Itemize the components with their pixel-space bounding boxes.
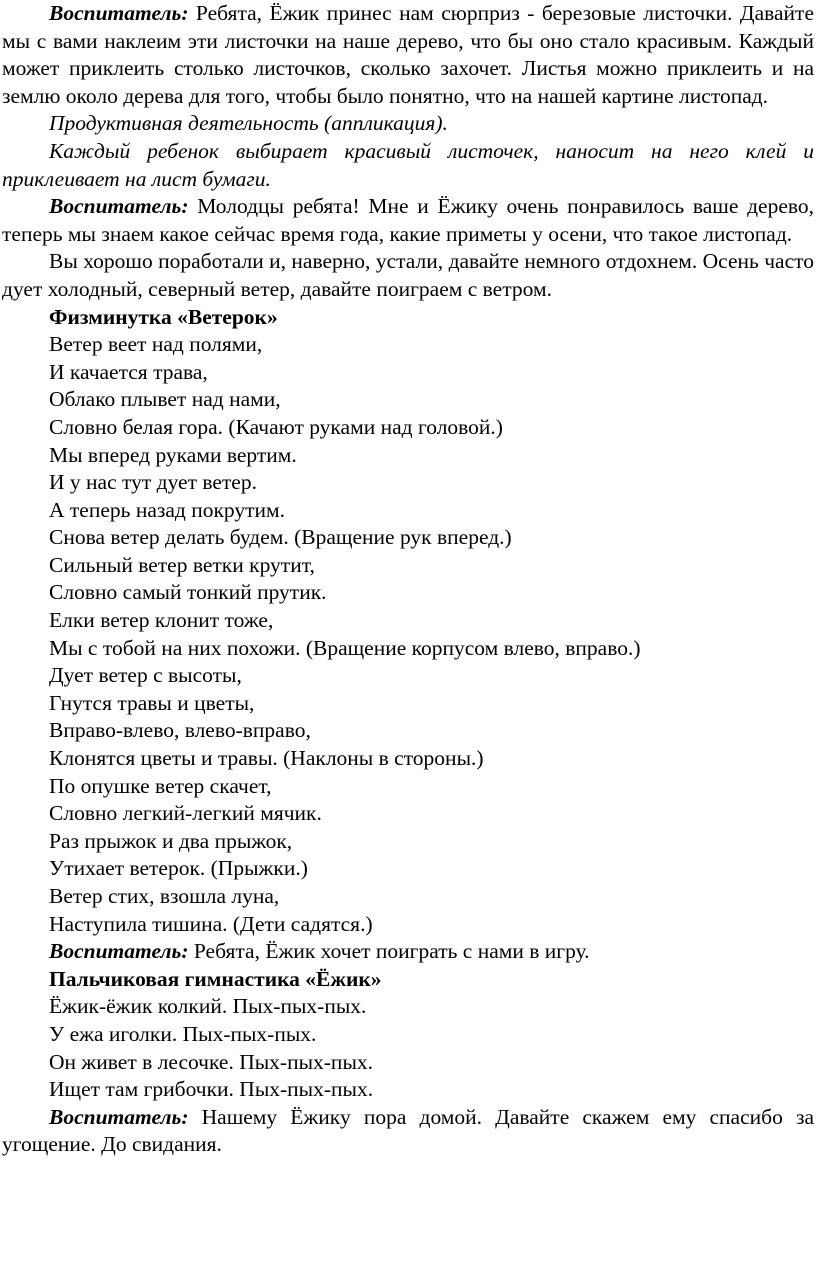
rhyme-line: Ёжик-ёжик колкий. Пых-пых-пых. bbox=[49, 994, 367, 1019]
poem-line: Словно легкий-легкий мячик. bbox=[49, 801, 322, 826]
paragraph-rest: Вы хорошо поработали и, наверно, устали, давайте немного отдохнем. Осень часто дует холодный, северный ветер, давайте поиграем с ветром. bbox=[2, 249, 814, 301]
paragraph-text: Ребята, Ёжик принес нам сюрприз - березовые листочки. Давайте мы с вами наклеим эти листочки на наше дерево, что бы оно стало красивым. Каждый может приклеить столько листочков, сколько захочет. Листья можно приклеить и на землю около дерева для того, чтобы было понятно, что на нашей картине листопад. bbox=[2, 1, 814, 108]
rhyme-line: Ищет там грибочки. Пых-пых-пых. bbox=[49, 1077, 374, 1102]
rhyme-line: Он живет в лесочке. Пых-пых-пых. bbox=[49, 1049, 374, 1074]
finger-gymnastics-title: Пальчиковая гимнастика «Ёжик» bbox=[49, 966, 382, 991]
poem-line: По опушке ветер скачет, bbox=[49, 773, 272, 798]
poem-line: Наступила тишина. (Дети садятся.) bbox=[49, 911, 373, 936]
poem-line: Раз прыжок и два прыжок, bbox=[49, 828, 293, 853]
poem-line: Ветер веет над полями, bbox=[49, 332, 263, 357]
speaker-label: Воспитатель: bbox=[49, 939, 189, 964]
poem-line: Ветер стих, взошла луна, bbox=[49, 884, 280, 908]
paragraph-text: Нашему Ёжику пора домой. Давайте скажем ему спасибо за угощение. До свидания. bbox=[2, 1104, 814, 1157]
speaker-label: Воспитатель: bbox=[49, 194, 189, 219]
poem-line: Гнутся травы и цветы, bbox=[49, 690, 255, 715]
paragraph-game bbox=[2, 938, 814, 966]
poem-line: А теперь назад покрутим. bbox=[49, 497, 286, 522]
poem bbox=[2, 331, 814, 938]
poem-line: Словно самый тонкий прутик. bbox=[49, 580, 327, 605]
activity-title: Продуктивная деятельность (аппликация). bbox=[49, 111, 448, 136]
poem-line: Дует ветер с высоты, bbox=[49, 663, 242, 688]
poem-line: Клонятся цветы и травы. (Наклоны в стороны.) bbox=[49, 746, 484, 771]
speaker-label: Воспитатель: bbox=[49, 1104, 189, 1129]
finger-rhyme bbox=[2, 993, 814, 1103]
poem-line: Словно белая гора. (Качают руками над головой.) bbox=[49, 414, 503, 439]
poem-line: Мы с тобой на них похожи. (Вращение корпусом влево, вправо.) bbox=[49, 635, 641, 660]
rhyme-line: У ежа иголки. Пых-пых-пых. bbox=[49, 1021, 317, 1046]
paragraph-praise bbox=[2, 193, 814, 248]
poem-line: Вправо-влево, влево-вправо, bbox=[49, 718, 311, 743]
paragraph-text: Ребята, Ёжик хочет поиграть с нами в игру. bbox=[188, 939, 590, 964]
fizminutka-title: Физминутка «Ветерок» bbox=[49, 304, 278, 329]
speaker-label: Воспитатель: bbox=[49, 1, 189, 25]
paragraph-intro bbox=[2, 0, 814, 110]
poem-line: И качается трава, bbox=[49, 359, 208, 384]
poem-line: Утихает ветерок. (Прыжки.) bbox=[49, 856, 308, 881]
poem-line: Сильный ветер ветки крутит, bbox=[49, 552, 315, 577]
poem-line: Снова ветер делать будем. (Вращение рук вперед.) bbox=[49, 525, 512, 550]
paragraph-goodbye bbox=[2, 1104, 814, 1159]
poem-line: Облако плывет над нами, bbox=[49, 387, 281, 412]
paragraph-text: Молодцы ребята! Мне и Ёжику очень понравилось ваше дерево, теперь мы знаем какое сейчас время года, какие приметы у осени, что такое листопад. bbox=[2, 194, 814, 246]
activity-description: Каждый ребенок выбирает красивый листочек, наносит на него клей и приклеивает на лист бумаги. bbox=[2, 138, 814, 191]
poem-line: Мы вперед руками вертим. bbox=[49, 442, 297, 467]
poem-line: Елки ветер клонит тоже, bbox=[49, 608, 274, 633]
poem-line: И у нас тут дует ветер. bbox=[49, 470, 257, 495]
